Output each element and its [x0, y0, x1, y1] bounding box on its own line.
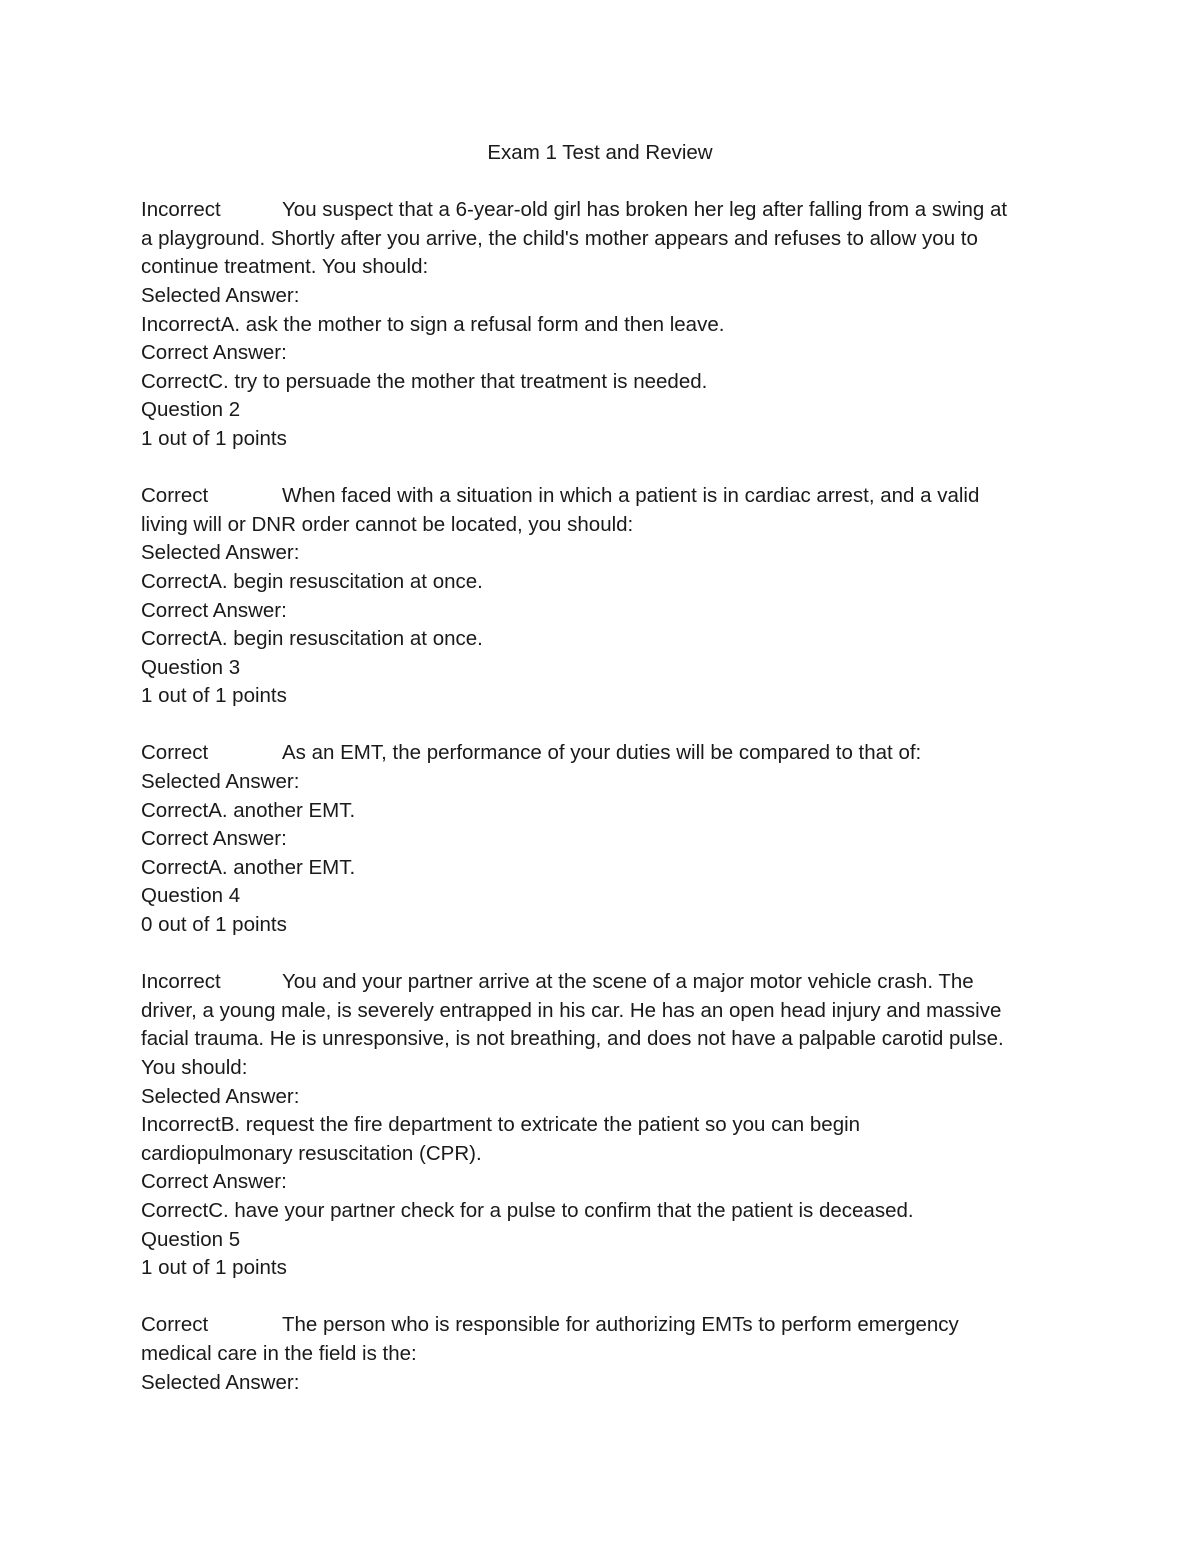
- correct-answer: CorrectC. have your partner check for a pulse to confirm that the patient is deceased.: [141, 1198, 914, 1222]
- next-question-label: Question 3: [141, 655, 241, 679]
- next-question-points: 1 out of 1 points: [141, 1256, 287, 1280]
- question-stem-text: As an EMT, the performance of your duties will be compared to that of:: [282, 741, 922, 765]
- question-stem-line: [141, 482, 1061, 511]
- question-block-1: [141, 196, 1061, 482]
- document-page: [141, 139, 1061, 1397]
- question-stem-line: [141, 968, 1061, 997]
- question-stem-line: driver, a young male, is severely entrapped in his car. He has an open head injury and massive: [141, 998, 1002, 1022]
- question-status: Correct: [141, 484, 209, 508]
- selected-answer: CorrectA. begin resuscitation at once.: [141, 569, 483, 593]
- question-stem-line: continue treatment. You should:: [141, 255, 429, 279]
- correct-answer-label: Correct Answer:: [141, 598, 287, 622]
- question-status: Correct: [141, 741, 209, 765]
- correct-answer-label: Correct Answer:: [141, 341, 287, 365]
- correct-answer-label: Correct Answer:: [141, 827, 287, 851]
- question-stem-line: You should:: [141, 1056, 248, 1079]
- question-stem-text: When faced with a situation in which a patient is in cardiac arrest, and a valid: [282, 484, 980, 508]
- selected-answer: IncorrectB. request the fire department to extricate the patient so you can begin: [141, 1113, 861, 1137]
- next-question-label: Question 2: [141, 398, 241, 422]
- question-stem-line: [141, 739, 1061, 768]
- question-block-4: [141, 968, 1061, 1311]
- question-stem-line: [141, 196, 1061, 225]
- question-stem-text: The person who is responsible for authorizing EMTs to perform emergency: [282, 1313, 959, 1337]
- next-question-points: 1 out of 1 points: [141, 684, 287, 708]
- selected-answer: CorrectA. another EMT.: [141, 798, 356, 822]
- question-stem-line: [141, 1311, 1061, 1340]
- correct-answer-label: Correct Answer:: [141, 1170, 287, 1194]
- question-stem-line: facial trauma. He is unresponsive, is not breathing, and does not have a palpable carotid pulse.: [141, 1027, 1004, 1051]
- document-title: Exam 1 Test and Review: [487, 141, 713, 164]
- selected-answer-label: Selected Answer:: [141, 1370, 300, 1394]
- selected-answer-label: Selected Answer:: [141, 1084, 300, 1108]
- question-block-2: [141, 482, 1061, 739]
- question-status: Incorrect: [141, 198, 221, 222]
- selected-answer-label: Selected Answer:: [141, 770, 300, 794]
- next-question-label: Question 5: [141, 1227, 241, 1251]
- question-stem-text: You and your partner arrive at the scene of a major motor vehicle crash. The: [282, 970, 974, 994]
- question-stem-line: a playground. Shortly after you arrive, the child's mother appears and refuses to allow you to: [141, 226, 978, 250]
- next-question-points: 1 out of 1 points: [141, 426, 287, 450]
- question-status: Correct: [141, 1313, 209, 1337]
- correct-answer: CorrectA. begin resuscitation at once.: [141, 627, 483, 651]
- next-question-label: Question 4: [141, 884, 241, 908]
- selected-answer-label: Selected Answer:: [141, 541, 300, 565]
- question-stem-text: You suspect that a 6-year-old girl has broken her leg after falling from a swing at: [282, 198, 1008, 222]
- next-question-points: 0 out of 1 points: [141, 913, 287, 937]
- question-block-5: [141, 1311, 1061, 1397]
- question-block-3: [141, 739, 1061, 968]
- question-stem-line: medical care in the field is the:: [141, 1341, 417, 1365]
- correct-answer: CorrectA. another EMT.: [141, 855, 356, 879]
- selected-answer: IncorrectA. ask the mother to sign a refusal form and then leave.: [141, 312, 725, 336]
- question-stem-line: living will or DNR order cannot be located, you should:: [141, 512, 634, 536]
- selected-answer-label: Selected Answer:: [141, 283, 300, 307]
- selected-answer: cardiopulmonary resuscitation (CPR).: [141, 1141, 482, 1165]
- correct-answer: CorrectC. try to persuade the mother that treatment is needed.: [141, 369, 708, 393]
- question-status: Incorrect: [141, 970, 221, 994]
